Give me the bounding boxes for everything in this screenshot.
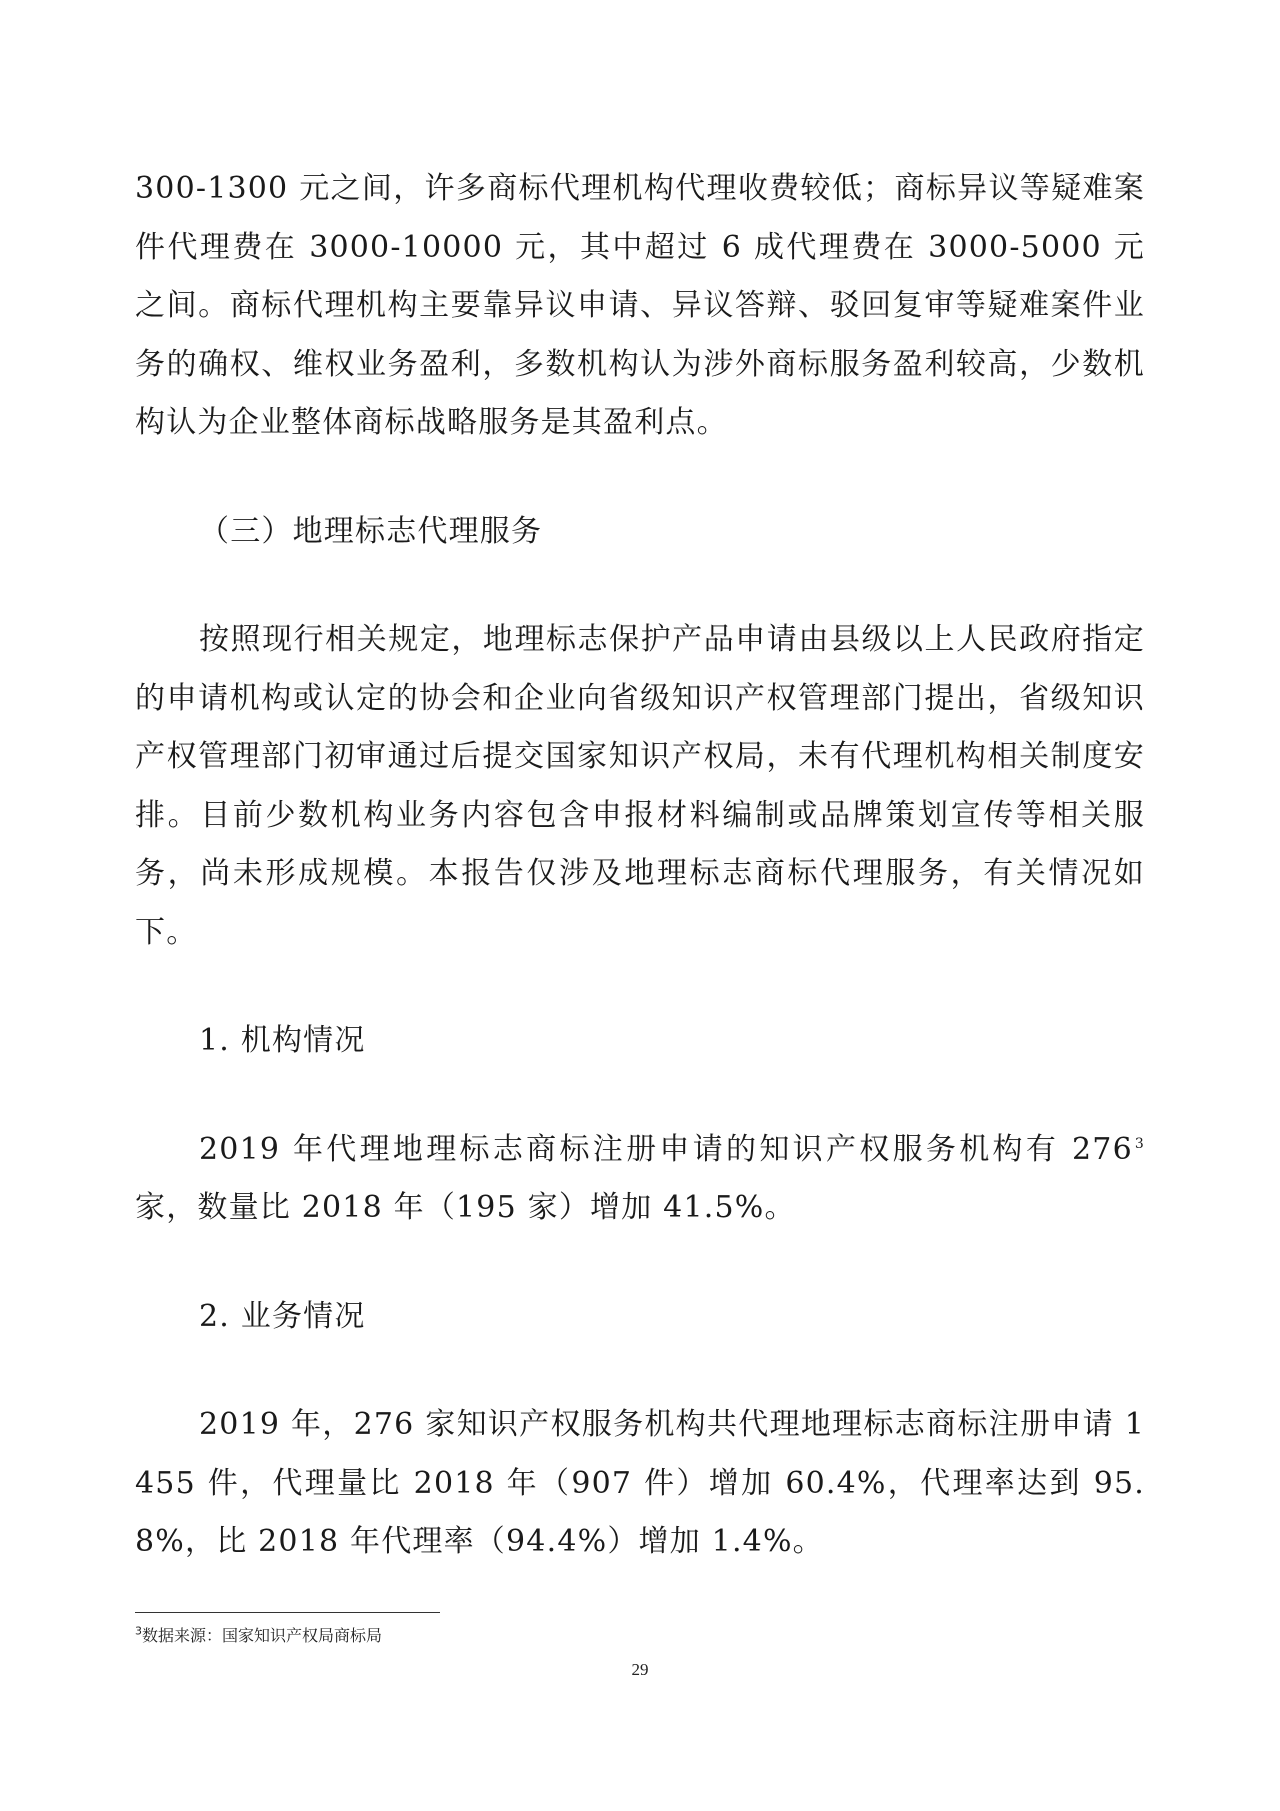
paragraph-gi-regulations: 按照现行相关规定，地理标志保护产品申请由县级以上人民政府指定的申请机构或认定的协会和企业向省级知识产权管理部门提出，省级知识产权管理部门初审通过后提交国家知识产权局，未有代理机构相关制度安排。目前少数机构业务内容包含申报材料编制或品牌策划宣传等相关服务，尚未形成规模。本报告仅涉及地理标志商标代理服务，有关情况如下。 [135, 622, 1145, 950]
subheading-institutions: 1. 机构情况 [199, 1023, 366, 1058]
paragraph-business-volume: 2019 年，276 家知识产权服务机构共代理地理标志商标注册申请 1455 件，代理量比 2018 年（907 件）增加 60.4%，代理率达到 95.8%，比 2018 年代理率（94.4%）增加 1.4%。 [135, 1407, 1145, 1559]
spacer [135, 1071, 1145, 1121]
footnote-divider [135, 1612, 440, 1613]
paragraph-institution-count [135, 1121, 1145, 1238]
footnote-marker: 3 [135, 1624, 142, 1638]
spacer [135, 962, 1145, 1012]
footnote [135, 1625, 382, 1647]
spacer [135, 1346, 1145, 1396]
footnote-text: 数据来源：国家知识产权局商标局 [142, 1626, 383, 1645]
subheading-business: 2. 业务情况 [199, 1298, 366, 1334]
section-heading-geographical-indication: （三）地理标志代理服务 [199, 513, 543, 549]
page-number: 29 [631, 1660, 649, 1679]
paragraph-text: 2019 年代理地理标志商标注册申请的知识产权服务机构有 276 [199, 1131, 1133, 1167]
footnote-reference[interactable]: 3 [1134, 1135, 1145, 1152]
spacer [135, 561, 1145, 611]
page-body [135, 160, 1145, 1572]
paragraph-trademark-fees: 300-1300 元之间，许多商标代理机构代理收费较低；商标异议等疑难案件代理费在 3000-10000 元，其中超过 6 成代理费在 3000-5000 元之间。商标代理机构主要靠异议申请、异议答辩、驳回复审等疑难案件业务的确权、维权业务盈利，多数机构认为涉外商标服务盈利较高，少数机构认为企业整体商标战略服务是其盈利点。 [135, 171, 1145, 440]
paragraph-text: 家，数量比 2018 年（195 家）增加 41.5%。 [135, 1190, 796, 1225]
spacer [135, 453, 1145, 503]
spacer [135, 1238, 1145, 1288]
